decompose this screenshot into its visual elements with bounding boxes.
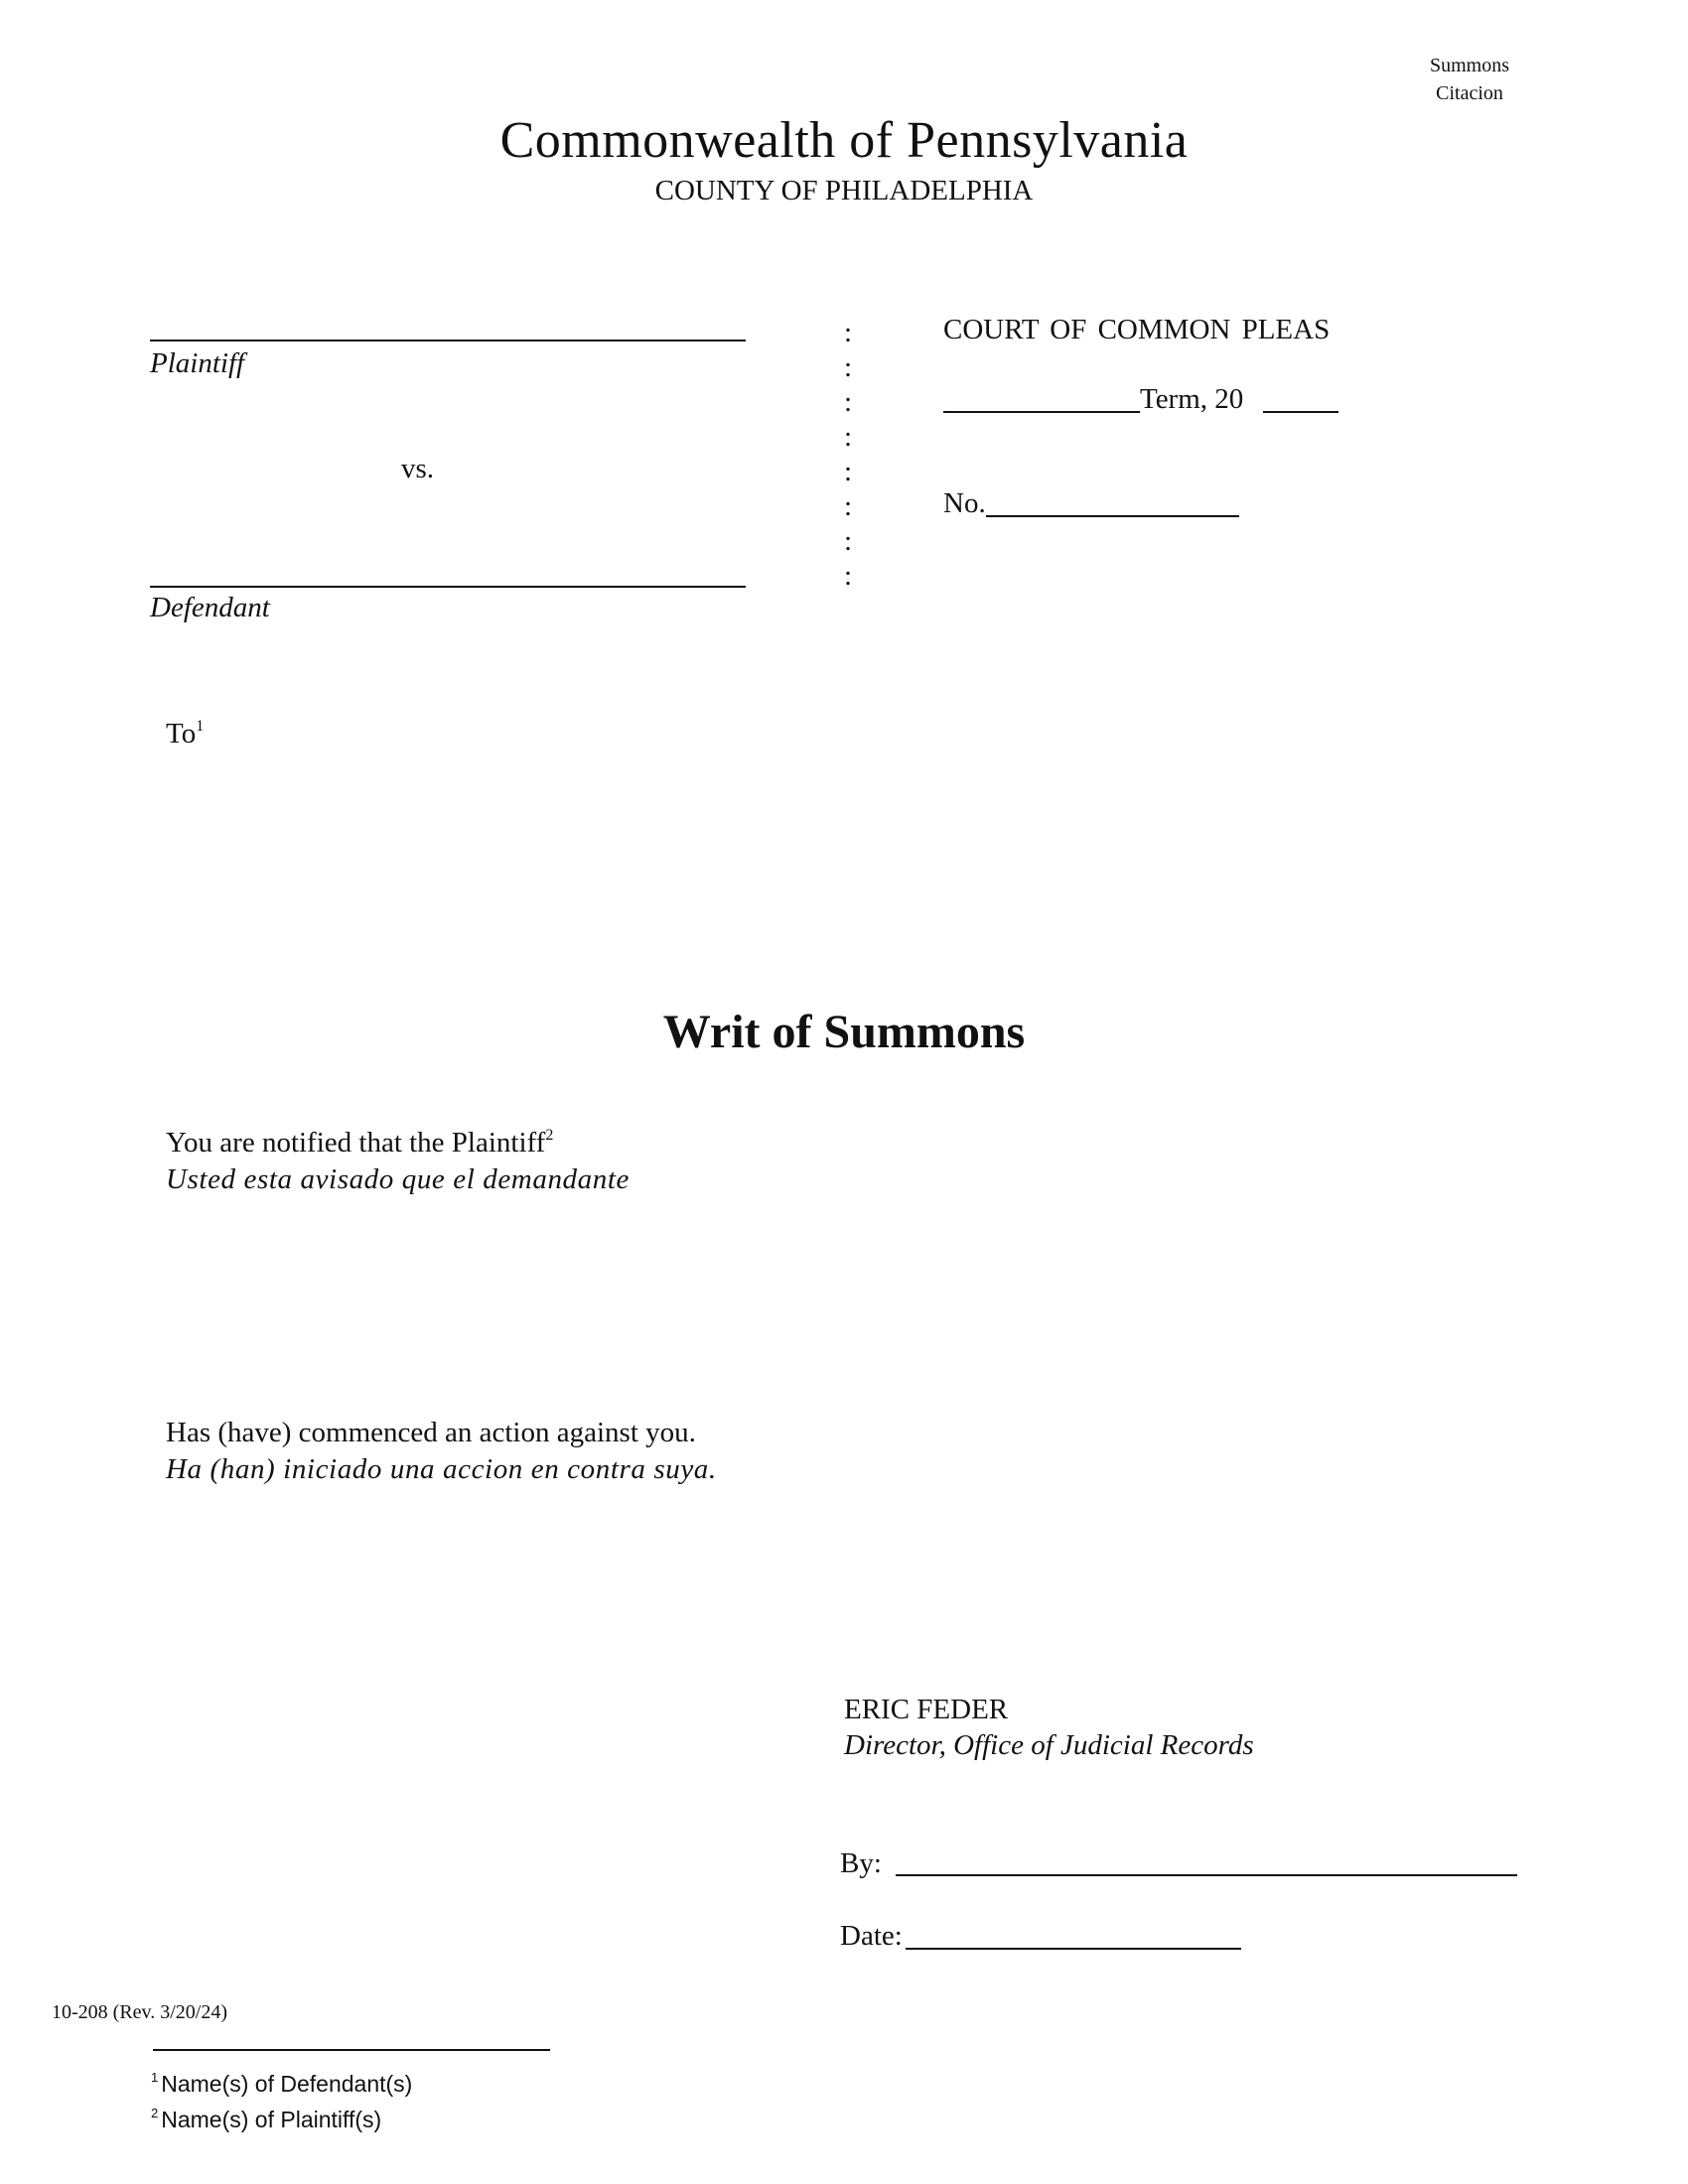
date-blank-line[interactable] bbox=[906, 1948, 1241, 1950]
colon: : bbox=[844, 456, 853, 487]
form-number: 10-208 (Rev. 3/20/24) bbox=[52, 2001, 228, 2023]
defendant-blank-line[interactable] bbox=[150, 586, 746, 588]
plaintiff-label: Plaintiff bbox=[150, 347, 245, 379]
commenced-english: Has (have) commenced an action against you. bbox=[166, 1417, 696, 1448]
director-title: Director, Office of Judicial Records bbox=[844, 1729, 1254, 1761]
notified-english bbox=[166, 1127, 553, 1160]
colon: : bbox=[844, 317, 853, 348]
term-label: Term, 20 bbox=[1140, 383, 1244, 415]
writ-title: Writ of Summons bbox=[662, 1006, 1026, 1058]
footnote-2-text: Name(s) of Plaintiff(s) bbox=[161, 2107, 382, 2132]
colon: : bbox=[844, 525, 853, 557]
footnote-1 bbox=[151, 2071, 412, 2098]
colon: : bbox=[844, 560, 853, 592]
court-name: COURT OF COMMON PLEAS bbox=[943, 314, 1331, 345]
signature-blank-line[interactable] bbox=[896, 1874, 1517, 1876]
date-label: Date: bbox=[840, 1920, 903, 1952]
caption-colon-divider bbox=[844, 316, 854, 594]
commonwealth-title: Commonwealth of Pennsylvania bbox=[499, 112, 1189, 169]
colon: : bbox=[844, 490, 853, 522]
footnote-2-number: 2 bbox=[151, 2106, 159, 2120]
footnote-1-number: 1 bbox=[151, 2070, 159, 2085]
director-name: ERIC FEDER bbox=[844, 1694, 1009, 1725]
footnote-ref-1: 1 bbox=[196, 718, 205, 735]
to-defendant-label bbox=[166, 718, 204, 751]
notified-english-text: You are notified that the Plaintiff bbox=[166, 1127, 546, 1159]
colon: : bbox=[844, 421, 853, 453]
form-type-label bbox=[1410, 52, 1529, 107]
by-label: By: bbox=[840, 1847, 882, 1879]
form-type-english: Summons bbox=[1429, 55, 1510, 76]
notified-spanish: Usted esta avisado que el demandante bbox=[166, 1163, 630, 1195]
footnote-separator bbox=[153, 2049, 550, 2051]
commenced-spanish: Ha (han) iniciado una accion en contra suya. bbox=[166, 1453, 717, 1485]
term-blank-line[interactable] bbox=[943, 411, 1140, 413]
form-type-spanish: Citacion bbox=[1436, 82, 1503, 104]
footnote-2 bbox=[151, 2107, 381, 2133]
county-name: COUNTY OF PHILADELPHIA bbox=[654, 175, 1034, 206]
defendant-label: Defendant bbox=[150, 592, 270, 623]
footnote-1-text: Name(s) of Defendant(s) bbox=[161, 2071, 413, 2097]
term-year-blank-line[interactable] bbox=[1263, 411, 1338, 413]
case-number-label: No. bbox=[943, 487, 986, 519]
colon: : bbox=[844, 351, 853, 383]
versus-label: vs. bbox=[401, 453, 435, 484]
footnote-ref-2: 2 bbox=[545, 1127, 554, 1144]
case-number-blank-line[interactable] bbox=[986, 515, 1239, 517]
plaintiff-blank-line[interactable] bbox=[150, 340, 746, 341]
to-label-text: To bbox=[166, 718, 197, 750]
colon: : bbox=[844, 386, 853, 418]
